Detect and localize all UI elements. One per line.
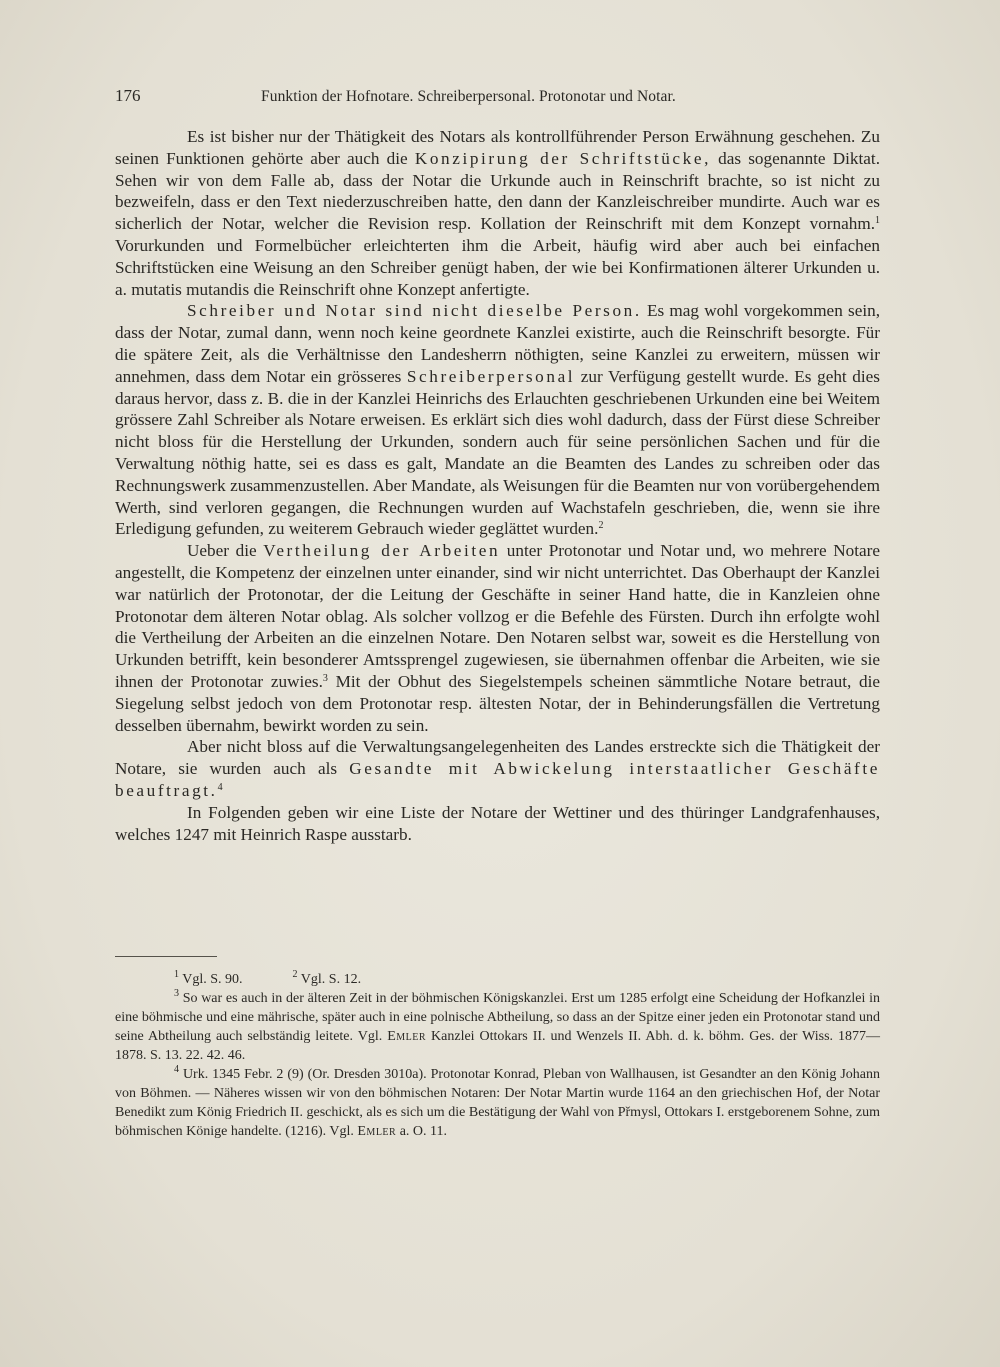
author-name: Emler xyxy=(357,1124,397,1139)
footnote-ref[interactable]: 2 xyxy=(598,520,604,532)
author-name: Emler xyxy=(387,1029,427,1044)
footnote-text: So war es auch in der älteren Zeit in der böhmischen Königskanzlei. Erst um 1285 erfolgt eine Scheidung der Hofkanzlei in eine böhmische und eine mährische, später auch in eine polnische Abtheilung, so dass an der Spitze einer jeden ein Protonotar stand und seine Abtheilung auch selbständig leitete. Vgl. xyxy=(115,991,880,1044)
text-run: Mit der Obhut des Siegelstempels scheinen sämmtliche Notare betraut, die Siegelung selbst jedoch von dem Protonotar resp. ältesten Notar, der in Behinderungsfällen die Vertretung desselben übernahm, bewirkt worden zu sein. xyxy=(115,671,881,735)
spaced-emphasis: Schreiberpersonal xyxy=(406,366,576,386)
running-title: Funktion der Hofnotare. Schreiberpersonal. Protonotar und Notar. xyxy=(261,88,676,105)
footnote-3 xyxy=(115,989,880,1065)
footnote-text: Urk. 1345 Febr. 2 (9) (Or. Dresden 3010a). Protonotar Konrad, Pleban von Wallhausen, ist Gesandter an den König Johann von Böhmen. — Näheres wissen wir von den böhmischen Notaren: Der Notar Martin wurde 1164 an den griechischen Hof, der Notar Benedikt zum König Friedrich II. geschickt, als es sich um die Bestätigung der Wahl von Přmysl, Ottokars I. erstgeborenem Sohne, zum böhmischen Könige handelte. (1216). Vgl. xyxy=(115,1067,880,1139)
footnote-mark: 1 xyxy=(174,969,179,980)
text-run: Ueber die xyxy=(187,541,264,561)
main-text xyxy=(115,126,880,845)
spaced-emphasis: Konzipirung der Schriftstücke, xyxy=(414,148,711,168)
footnote-1-2 xyxy=(115,970,880,989)
paragraph-3 xyxy=(115,540,880,736)
paragraph-5 xyxy=(115,802,880,846)
text-run: Aber nicht bloss auf die Verwaltungsangelegenheiten des Landes erstreckte sich die Thätigkeit der Notare, sie wurden auch als xyxy=(115,737,880,779)
spaced-emphasis: Gesandte mit Abwickelung interstaatlicher Geschäfte beauftragt. xyxy=(115,759,880,800)
footnote-mark: 3 xyxy=(174,988,179,999)
text-run: Vorurkunden und Formelbücher erleichterten ihm die Arbeit, häufig wird aber auch bei einfachen Schriftstücken eine Weisung an den Schreiber genügt haben, der wie bei Konfirmationen älterer Urkunden u. a. mutatis mutandis die Reinschrift ohne Konzept anfertigte. xyxy=(115,235,880,299)
footnote-mark: 4 xyxy=(174,1064,179,1075)
text-run: Es ist bisher nur der Thätigkeit des Notars als kontrollführender Person Erwähnung geschehen. Zu seinen Funktionen gehörte aber auch die xyxy=(115,127,880,168)
footnote-ref[interactable]: 1 xyxy=(875,215,880,227)
page-number: 176 xyxy=(115,86,141,105)
footnotes xyxy=(115,970,880,1141)
footnote-text: a. O. 11. xyxy=(396,1124,448,1139)
spaced-emphasis: Vertheilung der Arbeiten xyxy=(263,541,501,561)
footnote-4 xyxy=(115,1065,880,1141)
text-run: unter Protonotar und Notar und, wo mehrere Notare angestellt, die Kompetenz der einzelnen unter einander, sind wir nicht unterrichtet. Das Oberhaupt der Kanzlei war natürlich der Protonotar, der die Leitung der Geschäfte in seiner Hand hatte, die in Kanzleien ohne Protonotar dem älteren Notar oblag. Als solcher vollzog er die Befehle des Fürsten. Durch ihn erfolgte wohl die Vertheilung der Arbeiten an die einzelnen Notare. Den Notaren selbst war, soweit es die Herstellung von Urkunden betrifft, kein besonderer Amtssprengel zugewiesen, sie übernahmen offenbar die Arbeiten, wie sie ihnen der Protonotar zuwies. xyxy=(115,541,880,691)
spaced-emphasis: Schreiber und Notar sind nicht dieselbe Person. xyxy=(187,301,642,321)
paragraph-2 xyxy=(115,300,880,540)
footnote-mark: 2 xyxy=(292,969,298,980)
paragraph-4 xyxy=(115,736,880,801)
text-run: das sogenannte Diktat. Sehen wir von dem Falle ab, dass der Notar die Urkunde auch in Reinschrift brachte, so ist nicht zu bezweifeln, dass er den Text niederzuschreiben hatte, den dann der Kanzleischreiber mundirte. Auch war es sicherlich der Notar, welcher die Revision resp. Kollation der Reinschrift mit dem Konzept vornahm. xyxy=(115,148,880,234)
footnote-text: Kanzlei Ottokars II. und Wenzels II. Abh. d. k. böhm. Ges. der Wiss. 1877—1878. S. 13. 22. 42. 46. xyxy=(115,1029,880,1063)
text-run: Es mag wohl vorgekommen sein, dass der Notar, zumal dann, wenn noch keine geordnete Kanzlei existirte, auch die Reinschrift besorgte. Für die spätere Zeit, als die Verhältnisse den Landesherrn nöthigten, seine Kanzlei zu erweitern, müssen wir annehmen, dass dem Notar ein grösseres xyxy=(115,301,880,386)
footnote-ref[interactable]: 3 xyxy=(322,672,328,684)
footnote-divider xyxy=(115,956,217,957)
text-run: zur Verfügung gestellt wurde. Es geht dies daraus hervor, dass z. B. die in der Kanzlei Heinrichs des Erlauchten geschriebenen Urkunden eine bei Weitem grössere Zahl Schreiber als Notare erweisen. Es erklärt sich dies wohl dadurch, dass der Fürst diese Schreiber nicht bloss für die Herstellung der Urkunden, sondern auch für seine persönlichen Sachen und für die Verwaltung nöthig hatte, sei es dass es galt, Mandate an die Beamten des Landes zu schreiben oder das Rechnungswerk zusammenzustellen. Aber Mandate, als Weisungen für die Beamten nur von vorübergehendem Werth, sind verloren gegangen, die Rechnungen wurden auf Wachstafeln geschrieben, die, wenn sie ihre Erledigung gefunden, zu weiterem Gebrauch wieder geglättet wurden. xyxy=(115,366,880,539)
footnote-text: Vgl. S. 12. xyxy=(297,972,362,987)
paragraph-1 xyxy=(115,126,880,300)
text-run: In Folgenden geben wir eine Liste der Notare der Wettiner und des thüringer Landgrafenhauses, welches 1247 mit Heinrich Raspe ausstarb. xyxy=(115,802,880,844)
footnote-text: Vgl. S. 90. xyxy=(179,972,243,987)
footnote-ref[interactable]: 4 xyxy=(217,781,223,793)
